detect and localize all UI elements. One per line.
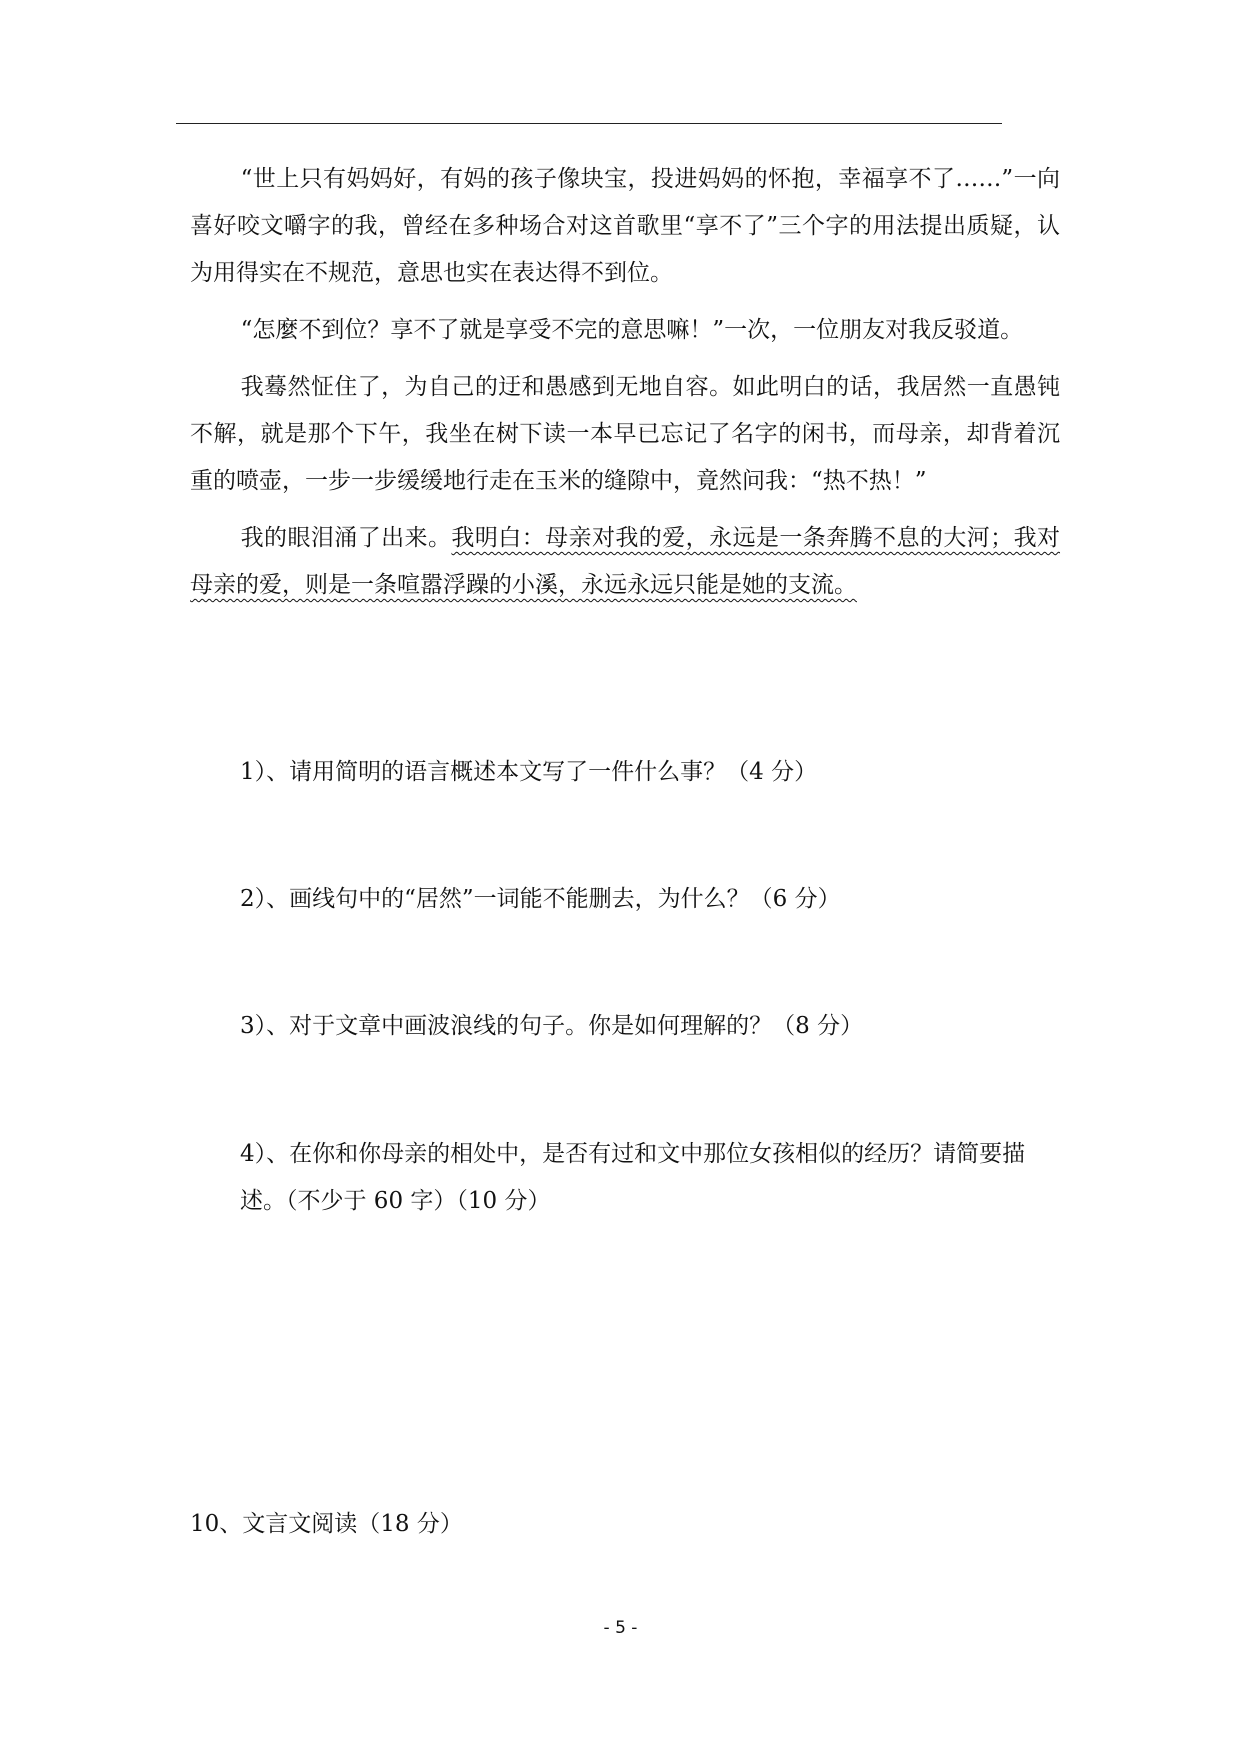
passage-paragraph-4-plain: 我的眼泪涌了出来。: [240, 525, 452, 551]
passage: [190, 156, 1060, 609]
question-1: 1）、请用简明的语言概述本文写了一件什么事？（4 分）: [240, 759, 818, 785]
question-4: 4）、在你和你母亲的相处中，是否有过和文中那位女孩相似的经历？请简要描述。（不少于 60 字）（10 分）: [240, 1141, 1026, 1214]
question-3: 3）、对于文章中画波浪线的句子。你是如何理解的？（8 分）: [240, 1013, 864, 1039]
passage-paragraph-1: “世上只有妈妈好，有妈的孩子像块宝，投进妈妈的怀抱，幸福享不了……”一向喜好咬文嚼字的我，曾经在多种场合对这首歌里“享不了”三个字的用法提出质疑，认为用得实在不规范，意思也实在表达得不到位。: [190, 166, 1060, 286]
header-rule: [176, 123, 1002, 124]
page-number: - 5 -: [603, 1618, 638, 1638]
passage-paragraph-2: “怎麼不到位？享不了就是享受不完的意思嘛！”一次，一位朋友对我反驳道。: [240, 317, 1024, 343]
passage-paragraph-4: [190, 515, 1060, 609]
wavy-underlined-sentence: 我明白：母亲对我的爱，永远是一条奔腾不息的大河；我对母亲的爱，则是一条喧嚣浮躁的小溪，永远永远只能是她的支流。: [190, 525, 1061, 598]
section-heading-10: 10、文言文阅读（18 分）: [190, 1511, 463, 1537]
question-2: 2）、画线句中的“居然”一词能不能删去，为什么？（6 分）: [240, 886, 841, 912]
passage-paragraph-3: 我蓦然怔住了，为自己的迂和愚感到无地自容。如此明白的话，我居然一直愚钝不解，就是那个下午，我坐在树下读一本早已忘记了名字的闲书，而母亲，却背着沉重的喷壶，一步一步缓缓地行走在玉米的缝隙中，竟然问我：“热不热！”: [190, 374, 1060, 494]
